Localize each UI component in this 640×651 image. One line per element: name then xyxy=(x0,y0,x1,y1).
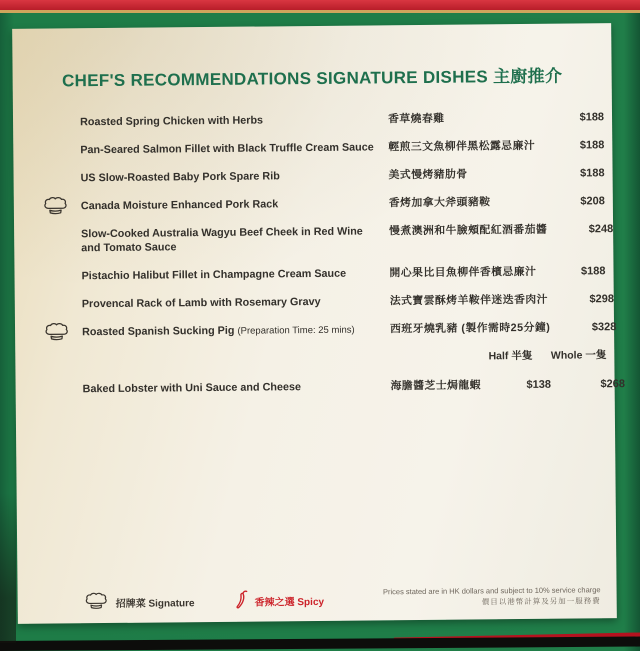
signature-chefhat-icon xyxy=(43,325,82,339)
menu-item-row xyxy=(43,292,614,311)
signature-chefhat-icon xyxy=(42,199,81,213)
table-edge xyxy=(0,636,640,651)
icon-spacer xyxy=(42,269,81,283)
dish-name-zh: 輕煎三文魚柳伴黑松露忌廉汁 xyxy=(388,139,536,154)
dish-price: $208 xyxy=(580,195,605,208)
dish-name-zh: 慢煮澳洲和牛臉頰配紅酒番茄醬 xyxy=(389,223,548,238)
chefhat-icon xyxy=(84,591,109,613)
menu-page xyxy=(12,23,626,624)
legend-signature xyxy=(84,591,195,614)
dish-name-zh: 香烤加拿大斧頭豬鞍 xyxy=(388,196,491,210)
dish-name-zh: 法式寶雲酥烤羊鞍伴迷迭香肉汁 xyxy=(389,293,548,308)
legend-spicy xyxy=(234,589,324,613)
disclaimer-line-zh: 價目以港幣計算及另加一服務費 xyxy=(481,595,601,606)
cover-red-band xyxy=(0,0,640,10)
menu-item-row xyxy=(41,138,604,157)
dish-name-en: Provencal Rack of Lamb with Rosemary Gravy xyxy=(81,295,321,311)
dish-price: $298 xyxy=(589,293,614,306)
dish-price: $188 xyxy=(579,111,605,124)
menu-item-row xyxy=(44,377,626,396)
price-disclaimer xyxy=(383,585,601,608)
dish-price-whole: $268 xyxy=(600,378,626,391)
menu-item-row xyxy=(42,222,614,255)
dish-name-zh: 海膽醬芝士焗龍蝦 xyxy=(390,379,482,393)
dish-name-en: US Slow-Roasted Baby Pork Spare Rib xyxy=(80,170,280,185)
dish-name-en: Canada Moisture Enhanced Pork Rack xyxy=(80,198,279,213)
chili-icon xyxy=(234,590,247,613)
dish-name-zh: 香草燒春雞 xyxy=(387,112,445,126)
menu-item-row xyxy=(42,264,605,283)
dish-name-en: Pan-Seared Salmon Fillet with Black Truffle Cream Sauce xyxy=(80,141,374,157)
legend xyxy=(84,589,325,614)
page-title: CHEF'S RECOMMENDATIONS SIGNATURE DISHES 主廚推介 xyxy=(61,66,563,91)
icon-spacer xyxy=(44,382,83,396)
dish-name-zh: 開心果比目魚柳伴香檳忌廉汁 xyxy=(389,265,537,280)
dish-price-half: $138 xyxy=(526,378,552,391)
size-column-header xyxy=(43,349,606,366)
dish-price: $248 xyxy=(588,223,614,236)
icon-spacer xyxy=(41,115,80,129)
whole-column-label: Whole 一隻 xyxy=(550,349,607,362)
disclaimer-line-en: Prices stated are in HK dollars and subject to 10% service charge xyxy=(382,585,601,597)
col-spacer xyxy=(82,351,390,366)
legend-signature-label: 招牌菜 Signature xyxy=(115,598,195,610)
icon-spacer xyxy=(42,171,81,185)
cover-gold-trim xyxy=(0,10,640,13)
dish-price: $188 xyxy=(580,265,606,278)
menu-item-row xyxy=(41,110,604,129)
dish-name-zh: 西班牙燒乳豬 (製作需時25分鐘) xyxy=(390,321,551,336)
dish-name-en: Slow-Cooked Australia Wagyu Beef Cheek in Red Wine and Tomato Sauce xyxy=(81,225,363,255)
menu-item-row xyxy=(43,320,617,340)
dish-name-zh: 美式慢烤豬肋骨 xyxy=(388,168,468,182)
menu-item-row xyxy=(42,194,605,213)
menu-item-row xyxy=(42,166,605,185)
col-spacer xyxy=(390,351,462,364)
half-column-label: Half 半隻 xyxy=(488,349,533,363)
dish-prep-note: (Preparation Time: 25 mins) xyxy=(237,324,355,337)
dish-price: $188 xyxy=(580,167,605,180)
dish-name-en-text: Roasted Spanish Sucking Pig xyxy=(82,324,235,339)
dish-name-en: Pistachio Halibut Fillet in Champagne Cream Sauce xyxy=(81,267,347,283)
corner-shadow xyxy=(0,493,16,643)
icon-spacer xyxy=(41,143,80,157)
menu-list xyxy=(13,110,626,397)
dish-price: $188 xyxy=(579,139,605,152)
col-spacer xyxy=(43,354,82,366)
dish-name-en: Baked Lobster with Uni Sauce and Cheese xyxy=(82,381,302,396)
icon-spacer xyxy=(43,297,82,311)
dish-price: $328 xyxy=(591,321,617,334)
legend-spicy-label: 香辣之選 Spicy xyxy=(254,596,325,609)
dish-name-en: Roasted Spring Chicken with Herbs xyxy=(79,114,264,129)
icon-spacer xyxy=(42,227,81,241)
dish-name-en xyxy=(82,322,390,340)
